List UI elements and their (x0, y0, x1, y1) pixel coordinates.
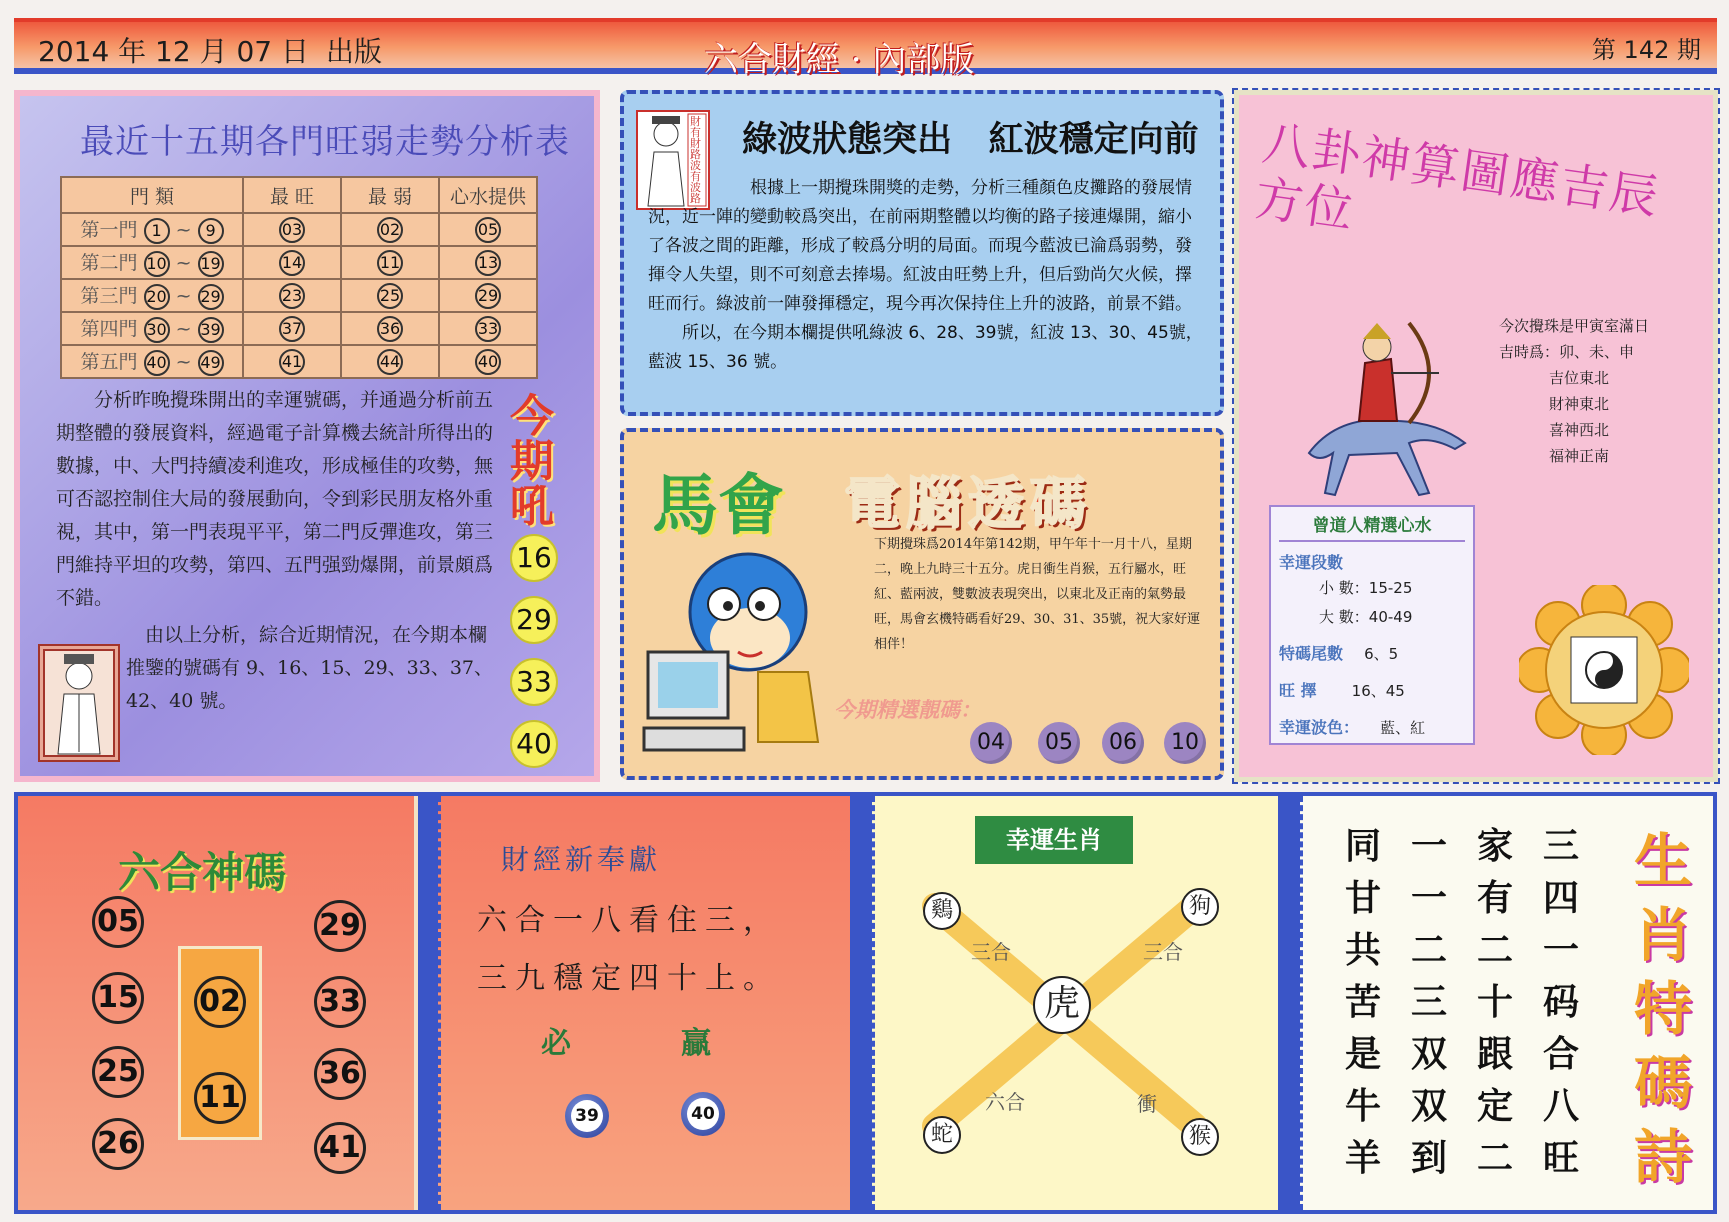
headline-red: 紅波穩定向前 (988, 120, 1199, 160)
masthead (14, 18, 1717, 80)
range-start: 20 (144, 284, 170, 310)
computer-panel (620, 428, 1224, 780)
shout-label: 今期吼 (510, 391, 554, 532)
zodiac-rooster: 鷄 (923, 892, 961, 930)
poem-column: 家有二十跟定二 (1476, 825, 1513, 1179)
cai-verse (477, 892, 837, 1008)
pick-ball: 05 (1038, 722, 1080, 764)
pick-cell (439, 279, 537, 312)
weakest-cell (341, 246, 439, 279)
stamp-text: 財有財路 波有波路 (690, 115, 701, 205)
range-start: 30 (144, 317, 170, 343)
wave-body (648, 174, 1208, 377)
table-row (61, 312, 537, 345)
pick-value: 05 (475, 217, 501, 243)
gate-name: 第一門 (80, 219, 138, 241)
lucky-box (1269, 505, 1475, 745)
gate-cell: 第四門 30 ~ 39 (61, 312, 243, 345)
info-line: 吉位東北 (1549, 369, 1610, 387)
tail-label: 特碼尾數 (1279, 644, 1344, 663)
range-start: 1 (144, 218, 170, 244)
info-line: 今次攪珠是甲寅室滿日 (1499, 317, 1650, 335)
bagua-panel (1234, 90, 1718, 782)
pick-ball: 10 (1164, 722, 1206, 764)
relation-label: 三合 (1143, 940, 1183, 964)
verse-line: 三九穩定四十上。 (477, 961, 781, 996)
hot-value: 16、45 (1351, 682, 1405, 700)
strongest-cell (243, 246, 341, 279)
table-row (61, 246, 537, 279)
issue-number: 第 142 期 (1591, 36, 1701, 64)
strongest-cell (243, 213, 341, 246)
gate-cell: 第一門 1 ~ 9 (61, 213, 243, 246)
lucky-title: 曾道人精選心水 (1279, 511, 1465, 542)
info-line: 財神東北 (1549, 395, 1610, 413)
publish-date: 2014 年 12 月 07 日 (38, 35, 310, 68)
shout-number: 40 (510, 720, 558, 768)
zodiac-title: 幸運生肖 (975, 816, 1133, 864)
shen-number: 26 (92, 1118, 144, 1170)
archer-rider-illustration (1279, 303, 1479, 503)
range-end: 49 (198, 350, 224, 376)
col-gate: 門 類 (61, 177, 243, 213)
range-end: 39 (198, 317, 224, 343)
small-label: 小 數： (1319, 579, 1369, 597)
zodiac-snake: 蛇 (923, 1116, 961, 1154)
cai-ball (565, 1094, 609, 1138)
wave-panel (620, 90, 1224, 416)
relation-label: 三合 (971, 940, 1011, 964)
trend-header-row (61, 177, 537, 213)
table-row (61, 279, 537, 312)
tail-value: 6、5 (1364, 645, 1399, 663)
weakest-value: 25 (377, 283, 403, 309)
weakest-cell (341, 279, 439, 312)
col-pick: 心水提供 (439, 177, 537, 213)
wave-paragraph: 所以，在今期本欄提供吼綠波 6、28、39號，紅波 13、30、45號，藍波 15、36 號。 (648, 323, 1203, 372)
cai-panel (438, 796, 850, 1210)
shen-number: 25 (92, 1046, 144, 1098)
cai-title: 財經新奉獻 (501, 843, 662, 876)
gate-cell: 第五門 40 ~ 49 (61, 345, 243, 378)
cai-ball-number: 40 (687, 1098, 719, 1130)
pick-value: 29 (475, 283, 501, 309)
zodiac-monkey: 猴 (1181, 1118, 1219, 1156)
pick-cell (439, 345, 537, 378)
verse-line: 六合一八看住三， (477, 903, 781, 938)
poem-column: 三四一码合八旺 (1542, 825, 1579, 1179)
table-row (61, 345, 537, 378)
small-value: 15-25 (1368, 579, 1413, 597)
shen-number: 05 (92, 896, 144, 948)
strongest-value: 03 (279, 217, 305, 243)
shen-number: 41 (314, 1122, 366, 1174)
color-label: 幸運波色： (1279, 718, 1360, 737)
pick-value: 40 (475, 349, 501, 375)
gate-name: 第三門 (80, 285, 138, 307)
poem-title: 生肖特碼詩 (1633, 827, 1692, 1191)
ying-char: 贏 (681, 1026, 711, 1061)
zodiac-tiger: 虎 (1033, 976, 1091, 1034)
pick-ball: 06 (1102, 722, 1144, 764)
info-line: 喜神西北 (1549, 421, 1610, 439)
shout-number: 16 (510, 534, 558, 582)
gate-cell: 第二門 10 ~ 19 (61, 246, 243, 279)
poem-column: 同甘共苦是牛羊 (1344, 825, 1381, 1179)
info-line: 吉時爲：卯、未、申 (1499, 343, 1635, 361)
col-weakest: 最 弱 (341, 177, 439, 213)
table-row (61, 213, 537, 246)
wave-headline (742, 112, 1199, 162)
relation-label: 衝 (1137, 1092, 1157, 1116)
weakest-value: 36 (377, 316, 403, 342)
headline-green: 綠波狀態突出 (742, 120, 953, 160)
masthead-title: 六合財經 · 內部版 (704, 40, 975, 80)
range-end: 29 (198, 284, 224, 310)
gate-cell: 第三門 20 ~ 29 (61, 279, 243, 312)
weakest-value: 11 (377, 250, 403, 276)
computer-body: 下期攪珠爲2014年第142期，甲午年十一月十八，星期二，晚上九時三十五分。虎日衝生肖猴，五行屬水，旺紅、藍兩波，雙數波表現突出，以東北及正南的氣勢最旺，馬會玄機特碼看好29、30、31、35號，祝大家好運相伴！ (874, 537, 1201, 652)
poem-panel (1300, 796, 1713, 1210)
shen-center-number: 02 (194, 976, 246, 1028)
strongest-cell (243, 279, 341, 312)
gate-name: 第四門 (80, 318, 138, 340)
trend-panel (14, 90, 600, 782)
big-label: 大 數： (1319, 608, 1369, 626)
strongest-cell (243, 312, 341, 345)
weakest-value: 02 (377, 217, 403, 243)
strongest-value: 41 (279, 349, 305, 375)
range-start: 10 (144, 251, 170, 277)
trend-analysis (56, 384, 496, 718)
shen-number: 15 (92, 972, 144, 1024)
hot-label: 旺 擇 (1279, 681, 1317, 700)
gate-name: 第二門 (80, 252, 138, 274)
cai-ball-number: 39 (571, 1100, 603, 1132)
relation-label: 六合 (985, 1090, 1025, 1114)
info-line: 福神正南 (1549, 447, 1610, 465)
strongest-value: 37 (279, 316, 305, 342)
bagua-title: 八卦神算圖應吉辰方位 (1251, 115, 1664, 240)
zodiac-panel (872, 796, 1278, 1210)
pick-cell (439, 246, 537, 279)
pick-value: 33 (475, 316, 501, 342)
strongest-value: 14 (279, 250, 305, 276)
range-start: 40 (144, 350, 170, 376)
weakest-cell (341, 213, 439, 246)
zodiac-dog: 狗 (1181, 888, 1219, 926)
cai-ball (681, 1092, 725, 1136)
pick-ball: 04 (970, 722, 1012, 764)
poem-column: 一一二三双双到 (1410, 825, 1447, 1179)
shen-title: 六合神碼 (118, 848, 287, 897)
shout-number: 29 (510, 596, 558, 644)
trend-title: 最近十五期各門旺弱走勢分析表 (80, 122, 570, 162)
col-strongest: 最 旺 (243, 177, 341, 213)
shen-center-number: 11 (194, 1072, 246, 1124)
shen-number: 33 (314, 976, 366, 1028)
bottom-strip (14, 792, 1717, 1214)
weakest-cell (341, 312, 439, 345)
range-end: 9 (198, 218, 224, 244)
bagua-diagram (1519, 585, 1689, 755)
shout-number: 33 (510, 658, 558, 706)
bi-char: 必 (541, 1026, 571, 1061)
big-value: 40-49 (1368, 608, 1413, 626)
auspicious-info (1499, 313, 1689, 469)
pick-cell (439, 213, 537, 246)
pick-value: 13 (475, 250, 501, 276)
deity-illustration (38, 644, 120, 762)
shen-number: 29 (314, 900, 366, 952)
brand-label: 馬會 (652, 466, 784, 544)
poem-columns (1339, 820, 1585, 1200)
lucky-segment-label: 幸運段數 (1279, 553, 1344, 572)
analysis-paragraph: 分析昨晚攪珠開出的幸運號碼，并通過分析前五期整體的發展資料，經過電子計算機去統計所得出的數據，中、大門持續凌利進攻，形成極佳的攻勢，無可否認控制住大局的發展動向，令到彩民朋友格外重視，其中，第一門表現平平，第二門反彈進攻，第三門維持平坦的攻勢，第四、五門强勁爆開，前景頗爲不錯。 (56, 389, 494, 609)
trend-table (60, 176, 538, 379)
shen-panel (18, 796, 418, 1210)
gate-name: 第五門 (80, 351, 138, 373)
strongest-value: 23 (279, 283, 305, 309)
pick-label: 今期精選靚碼： (834, 698, 981, 722)
pick-cell (439, 312, 537, 345)
weakest-cell (341, 345, 439, 378)
mascot-computer-illustration (638, 542, 868, 776)
strongest-cell (243, 345, 341, 378)
wave-paragraph: 根據上一期攪珠開獎的走勢，分析三種顏色皮攤路的發展情況，近一陣的變動較爲突出，在前兩期整體以均衡的路子接連爆開，縮小了各波之間的距離，形成了較爲分明的局面。而現今藍波已淪爲弱勢，發揮令人失望，則不可刻意去捧場。紅波由旺勢上升，但后勁尚欠火候，擇旺而行。綠波前一陣發揮穩定，現今再次保持住上升的波路，前景不錯。 (648, 178, 1192, 314)
shen-number: 36 (314, 1048, 366, 1100)
computer-title: 電腦透碼 (844, 471, 1092, 537)
analysis-paragraph: 由以上分析，綜合近期情況，在今期本欄推鑒的號碼有 9、16、15、29、33、37、42、40 號。 (126, 624, 494, 712)
range-end: 19 (198, 251, 224, 277)
weakest-value: 44 (377, 349, 403, 375)
publish-label: 出版 (326, 35, 383, 68)
color-value: 藍、紅 (1380, 719, 1426, 737)
